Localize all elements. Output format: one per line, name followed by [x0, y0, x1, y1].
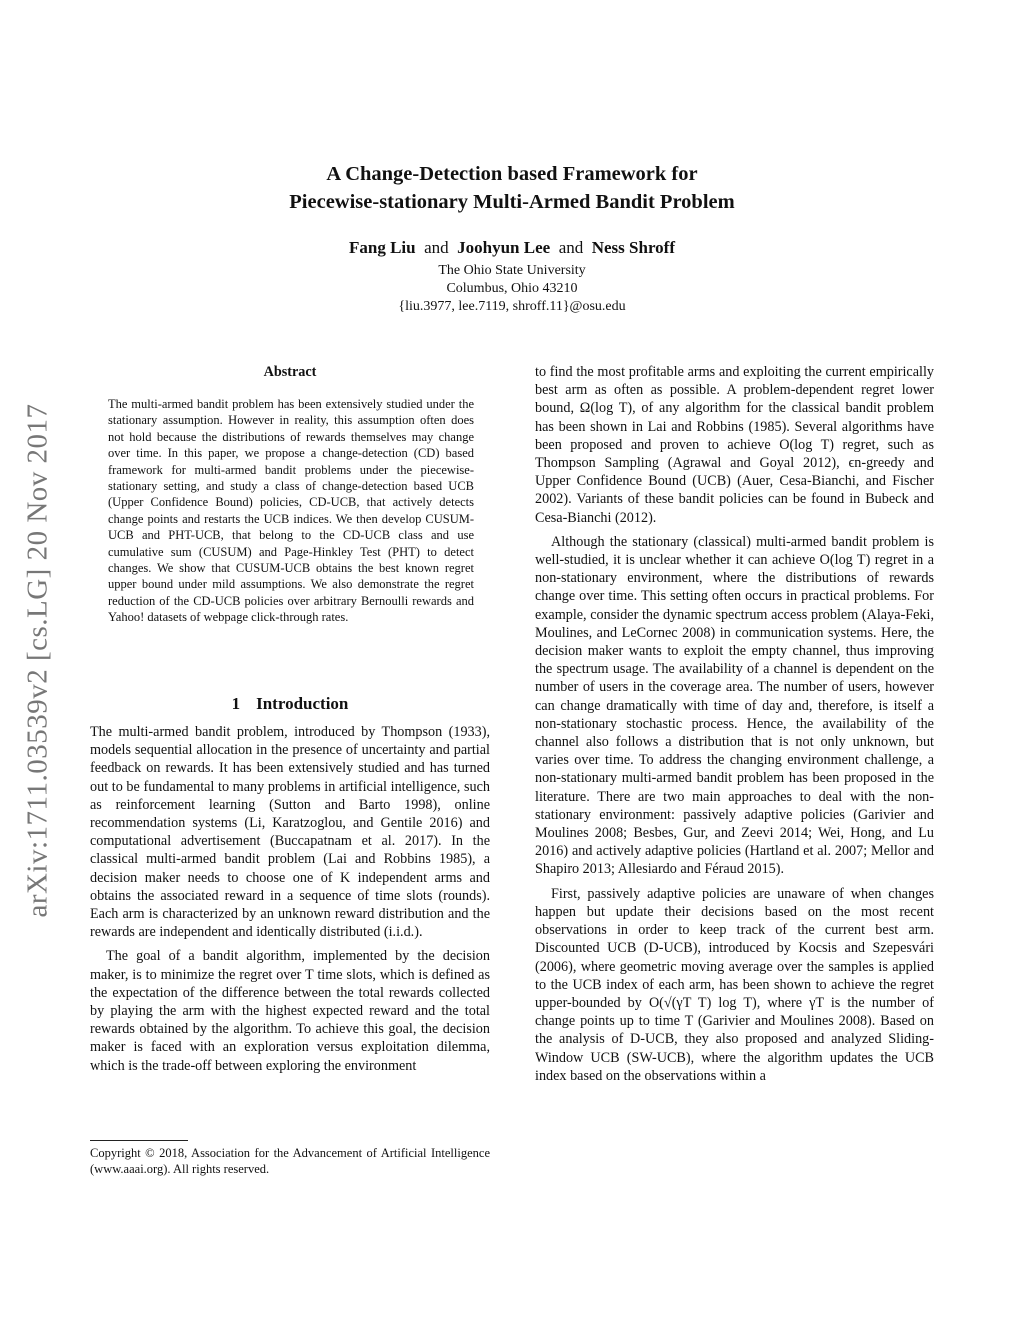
arxiv-identifier-text: arXiv:1711.03539v2 [cs.LG] 20 Nov 2017: [21, 402, 54, 918]
paper-title-line-1: A Change-Detection based Framework for: [326, 163, 698, 185]
section-title: Introduction: [256, 694, 349, 713]
abstract-heading: Abstract: [263, 364, 317, 380]
abstract-text: The multi-armed bandit problem has been extensively studied under the stationary assumption. However in reality, this assumption often does not hold because the distributions of rewards themselves may change over time. In this paper, we propose a change-detection (CD) based framework for multi-armed bandit problems under the piecewise-stationary setting, and study a class of change-detection based UCB (Upper Confidence Bound) policies, CD-UCB, that actively detects change points and restarts the UCB indices. We then develop CUSUM-UCB and PHT-UCB, that belong to the CD-UCB class and use cumulative sum (CUSUM) and Page-Hinkley Test (PHT) to detect changes. We show that CUSUM-UCB obtains the best known regret upper bound under mild assumptions. We also demonstrate the regret reduction of the CD-UCB policies over arbitrary Bernoulli rewards and Yahoo! datasets of webpage click-through rates.: [108, 397, 474, 625]
author-separator: and: [424, 238, 449, 257]
right-column: [535, 363, 934, 1085]
paper-title: [0, 160, 1024, 216]
body-paragraph: to find the most profitable arms and exploiting the current empirically best arm as often as possible. A problem-dependent regret lower bound, Ω(log T), of any algorithm for the classical bandit problem has been shown in Lai and Robbins (1985). Several algorithms have been proposed and proven to achieve O(log T) regret, such as Thompson Sampling (Agrawal and Goyal 2012), ϵn-greedy and Upper Confidence Bound (UCB) (Auer, Cesa-Bianchi, and Fischer 2002). Variants of these bandit policies can be found in Bubeck and Cesa-Bianchi (2012).: [535, 364, 934, 526]
footnote-divider: [90, 1140, 188, 1141]
section-number: 1: [231, 694, 241, 713]
affiliation-university: The Ohio State University: [438, 263, 586, 278]
body-paragraph: Although the stationary (classical) multi-armed bandit problem is well-studied, it is unclear whether it can achieve O(log T) regret in a non-stationary environment, where the distributions of rewards change over time. This setting often occurs in practical problems. For example, consider the dynamic spectrum access problem (Alaya-Feki, Moulines, and LeCornec 2008) in communication systems. Here, the decision maker wants to exploit the empty channel, thus improving the spectrum usage. The availability of a channel is dependent on the number of users in the coverage area. The number of users, however can change dramatically with time of day and, therefore, is itself a non-stationary stochastic process. Hence, the availability of the channel also follows a distribution that is not only unknown, but varies over time. To address the changing environment challenge, a non-stationary multi-armed bandit problem has been proposed in the literature. There are two main approaches to deal with the non-stationary environment: passively adaptive policies (Garivier and Moulines 2008; Besbes, Gur, and Zeevi 2014; Wei, Hong, and Lu 2016) and actively adaptive policies (Hartland et al. 2007; Mellor and Shapiro 2013; Allesiardo and Féraud 2015).: [535, 533, 934, 878]
affiliation-emails: {liu.3977, lee.7119, shroff.11}@osu.edu: [398, 299, 626, 314]
arxiv-identifier-stamp: [8, 350, 68, 970]
left-column: [90, 723, 490, 1075]
affiliation-address: Columbus, Ohio 43210: [446, 281, 578, 296]
body-paragraph: The multi-armed bandit problem, introduced by Thompson (1933), models sequential allocation in the presence of uncertainty and partial feedback on rewards. It has been extensively studied and has turned out to be fundamental to many problems in artificial intelligence, such as reinforcement learning (Sutton and Barto 1998), online recommendation systems (Li, Karatzoglou, and Gentile 2016) and computational advertisement (Buccapatnam et al. 2017). In the classical multi-armed bandit problem (Lai and Robbins 1985), a decision maker needs to choose one of K independent arms and obtains the associated reward in a sequence of time slots (rounds). Each arm is characterized by an unknown reward distribution and the rewards are independent and identically distributed (i.i.d.).: [90, 724, 490, 941]
author-list: [0, 238, 1024, 258]
author-3: Ness Shroff: [591, 238, 676, 257]
author-separator: and: [558, 238, 584, 257]
body-paragraph: First, passively adaptive policies are unaware of when changes happen but update their decisions based on the most recent observations in order to keep track of the current best arm. Discounted UCB (D-UCB), introduced by Kocsis and Szepesvári (2006), where geometric moving average over the samples is applied to the UCB index of each arm, has been shown to achieve the regret upper-bounded by O(√(γT T) log T), where γT is the number of change points up to time T (Garivier and Moulines 2008). Based on the analysis of D-UCB, they also proposed and analyzed Sliding-Window UCB (SW-UCB), where the algorithm updates the UCB index based on the observations within a: [535, 885, 934, 1084]
author-1: Fang Liu: [348, 238, 416, 257]
body-paragraph: The goal of a bandit algorithm, implemented by the decision maker, is to minimize the regret over T time slots, which is defined as the expectation of the difference between the total rewards collected by playing the arm with the highest expected reward and the total rewards obtained by the algorithm. To achieve this goal, the decision maker is faced with an exploration versus exploitation dilemma, which is the trade-off between exploring the environment: [90, 948, 490, 1074]
affiliation-block: [0, 262, 1024, 316]
paper-title-line-2: Piecewise-stationary Multi-Armed Bandit Problem: [289, 191, 735, 213]
copyright-footnote: Copyright © 2018, Association for the Advancement of Artificial Intelligence (www.aaai.org). All rights reserved.: [90, 1146, 490, 1177]
author-2: Joohyun Lee: [457, 238, 551, 257]
section-heading: [90, 694, 490, 714]
